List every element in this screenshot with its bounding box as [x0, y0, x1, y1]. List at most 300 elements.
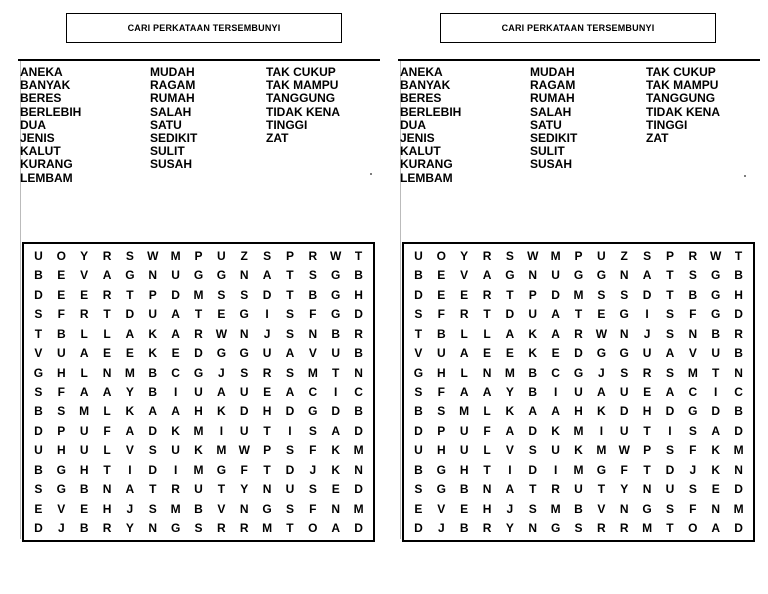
grid-cell[interactable]: T	[666, 268, 674, 283]
grid-cell[interactable]: S	[528, 501, 537, 516]
grid-cell[interactable]: S	[308, 423, 317, 438]
grid-cell[interactable]: F	[240, 462, 248, 477]
grid-cell[interactable]: N	[239, 501, 249, 516]
grid-cell[interactable]: D	[148, 462, 158, 477]
grid-cell[interactable]: B	[528, 365, 538, 380]
grid-cell[interactable]: R	[102, 248, 112, 263]
grid-cell[interactable]: B	[734, 268, 743, 283]
grid-cell[interactable]: H	[354, 287, 363, 302]
grid-cell[interactable]: N	[734, 365, 743, 380]
grid-cell[interactable]: W	[215, 326, 228, 341]
grid-cell[interactable]: B	[34, 268, 43, 283]
grid-cell[interactable]: N	[619, 326, 629, 341]
grid-cell[interactable]: A	[331, 521, 341, 536]
grid-cell[interactable]: D	[125, 307, 135, 322]
grid-cell[interactable]: M	[573, 423, 584, 438]
grid-cell[interactable]: I	[508, 462, 512, 477]
grid-cell[interactable]: I	[173, 384, 178, 399]
grid-cell[interactable]: D	[734, 307, 743, 322]
grid-cell[interactable]: K	[711, 443, 721, 458]
grid-cell[interactable]: A	[551, 326, 560, 341]
grid-cell[interactable]: V	[308, 346, 317, 361]
grid-cell[interactable]: G	[505, 268, 515, 283]
grid-cell[interactable]: T	[126, 287, 134, 302]
grid-cell[interactable]: V	[125, 443, 134, 458]
grid-cell[interactable]: W	[330, 248, 342, 263]
grid-cell[interactable]: F	[689, 307, 697, 322]
grid-cell[interactable]: F	[483, 423, 491, 438]
grid-cell[interactable]: D	[34, 521, 43, 536]
grid-cell[interactable]: S	[125, 248, 134, 263]
grid-cell[interactable]: S	[217, 287, 226, 302]
grid-cell[interactable]: S	[574, 521, 583, 536]
grid-cell[interactable]: L	[80, 326, 88, 341]
grid-cell[interactable]: U	[711, 346, 721, 361]
grid-cell[interactable]: D	[734, 423, 743, 438]
grid-cell[interactable]: I	[553, 462, 558, 477]
grid-cell[interactable]: A	[551, 404, 560, 419]
grid-cell[interactable]: U	[574, 384, 583, 399]
grid-cell[interactable]: R	[262, 365, 272, 380]
grid-cell[interactable]: G	[711, 268, 721, 283]
grid-cell[interactable]: F	[309, 501, 317, 516]
grid-cell[interactable]: U	[217, 248, 226, 263]
grid-cell[interactable]: I	[128, 462, 132, 477]
grid-cell[interactable]: A	[505, 423, 515, 438]
grid-cell[interactable]: U	[148, 307, 158, 322]
grid-cell[interactable]: D	[734, 482, 743, 497]
grid-cell[interactable]: U	[239, 384, 249, 399]
grid-cell[interactable]: H	[734, 287, 743, 302]
grid-cell[interactable]: S	[414, 307, 423, 322]
grid-cell[interactable]: H	[436, 365, 446, 380]
grid-cell[interactable]: R	[734, 326, 743, 341]
grid-cell[interactable]: S	[665, 501, 674, 516]
grid-cell[interactable]: I	[553, 384, 558, 399]
grid-cell[interactable]: W	[527, 248, 539, 263]
grid-cell[interactable]: V	[217, 501, 226, 516]
grid-cell[interactable]: R	[354, 326, 363, 341]
grid-cell[interactable]: B	[194, 501, 203, 516]
grid-cell[interactable]: G	[642, 501, 652, 516]
grid-cell[interactable]: K	[597, 404, 606, 419]
grid-cell[interactable]: D	[414, 287, 423, 302]
grid-cell[interactable]: V	[437, 501, 446, 516]
grid-cell[interactable]: N	[619, 268, 629, 283]
grid-cell[interactable]: S	[34, 307, 43, 322]
grid-cell[interactable]: K	[551, 423, 560, 438]
grid-cell[interactable]: H	[79, 462, 89, 477]
grid-cell[interactable]: D	[619, 404, 629, 419]
grid-cell[interactable]: N	[734, 462, 743, 477]
grid-cell[interactable]: A	[665, 346, 675, 361]
grid-cell[interactable]: G	[711, 287, 721, 302]
grid-cell[interactable]: V	[80, 268, 89, 283]
grid-cell[interactable]: G	[573, 365, 584, 380]
grid-cell[interactable]: S	[240, 365, 249, 380]
grid-cell[interactable]: I	[334, 384, 338, 399]
grid-cell[interactable]: N	[482, 365, 492, 380]
grid-cell[interactable]: N	[642, 482, 652, 497]
grid-cell[interactable]: R	[194, 326, 203, 341]
grid-cell[interactable]: P	[263, 443, 272, 458]
grid-cell[interactable]: E	[80, 287, 89, 302]
grid-cell[interactable]: E	[460, 501, 469, 516]
grid-cell[interactable]: V	[505, 443, 514, 458]
grid-cell[interactable]: V	[57, 501, 66, 516]
grid-cell[interactable]: O	[308, 521, 318, 536]
grid-cell[interactable]: T	[643, 462, 651, 477]
grid-cell[interactable]: A	[125, 326, 135, 341]
grid-cell[interactable]: Z	[240, 248, 248, 263]
grid-cell[interactable]: D	[711, 404, 721, 419]
grid-cell[interactable]: S	[57, 404, 66, 419]
grid-cell[interactable]: K	[148, 326, 158, 341]
grid-cell[interactable]: F	[437, 384, 445, 399]
grid-cell[interactable]: S	[148, 501, 157, 516]
grid-cell[interactable]: L	[483, 443, 491, 458]
grid-cell[interactable]: U	[285, 482, 295, 497]
grid-cell[interactable]: U	[239, 423, 249, 438]
grid-cell[interactable]: G	[711, 307, 721, 322]
grid-cell[interactable]: I	[714, 384, 718, 399]
grid-cell[interactable]: S	[665, 326, 674, 341]
grid-cell[interactable]: G	[688, 404, 698, 419]
grid-cell[interactable]: B	[148, 365, 158, 380]
grid-cell[interactable]: M	[216, 443, 227, 458]
grid-cell[interactable]: U	[34, 248, 43, 263]
grid-cell[interactable]: T	[149, 482, 157, 497]
grid-cell[interactable]: E	[460, 287, 469, 302]
grid-cell[interactable]: I	[173, 462, 178, 477]
grid-cell[interactable]: D	[354, 482, 363, 497]
grid-cell[interactable]: B	[414, 462, 423, 477]
grid-cell[interactable]: G	[596, 346, 607, 361]
grid-cell[interactable]: R	[79, 307, 89, 322]
grid-cell[interactable]: G	[170, 521, 181, 536]
grid-cell[interactable]: F	[689, 501, 697, 516]
grid-cell[interactable]: V	[34, 346, 43, 361]
grid-cell[interactable]: G	[262, 501, 272, 516]
grid-cell[interactable]: A	[262, 268, 272, 283]
grid-cell[interactable]: S	[308, 268, 317, 283]
grid-cell[interactable]: J	[506, 501, 514, 516]
grid-cell[interactable]: T	[529, 482, 537, 497]
grid-cell[interactable]: A	[102, 384, 112, 399]
grid-cell[interactable]: Y	[125, 521, 134, 536]
grid-cell[interactable]: R	[688, 248, 698, 263]
grid-cell[interactable]: D	[551, 287, 560, 302]
grid-cell[interactable]: S	[308, 482, 317, 497]
grid-cell[interactable]: S	[34, 482, 43, 497]
grid-cell[interactable]: Y	[80, 248, 89, 263]
grid-cell[interactable]: K	[194, 443, 203, 458]
grid-cell[interactable]: W	[238, 443, 250, 458]
grid-cell[interactable]: B	[459, 482, 469, 497]
grid-cell[interactable]: J	[126, 501, 134, 516]
grid-cell[interactable]: F	[437, 307, 445, 322]
grid-cell[interactable]: R	[217, 521, 226, 536]
grid-cell[interactable]: R	[642, 365, 652, 380]
grid-cell[interactable]: V	[414, 346, 423, 361]
grid-cell[interactable]: G	[596, 268, 607, 283]
grid-cell[interactable]: M	[687, 365, 698, 380]
grid-cell[interactable]: A	[171, 326, 180, 341]
grid-cell[interactable]: N	[239, 326, 249, 341]
grid-cell[interactable]: M	[642, 521, 653, 536]
grid-cell[interactable]: U	[171, 268, 180, 283]
grid-cell[interactable]: U	[551, 443, 560, 458]
grid-cell[interactable]: T	[103, 462, 111, 477]
grid-cell[interactable]: S	[414, 482, 423, 497]
grid-cell[interactable]: E	[597, 307, 606, 322]
grid-cell[interactable]: K	[711, 462, 721, 477]
grid-cell[interactable]: I	[668, 423, 672, 438]
grid-cell[interactable]: T	[483, 307, 491, 322]
grid-cell[interactable]: A	[102, 268, 112, 283]
grid-cell[interactable]: U	[171, 443, 180, 458]
grid-cell[interactable]: R	[102, 287, 112, 302]
grid-cell[interactable]: B	[354, 404, 363, 419]
grid-cell[interactable]: F	[103, 423, 111, 438]
grid-cell[interactable]: A	[331, 423, 341, 438]
grid-cell[interactable]: U	[642, 346, 652, 361]
grid-cell[interactable]: H	[262, 404, 272, 419]
grid-cell[interactable]: M	[79, 404, 90, 419]
grid-cell[interactable]: T	[217, 482, 226, 497]
grid-cell[interactable]: T	[666, 287, 674, 302]
grid-cell[interactable]: C	[171, 365, 180, 380]
grid-cell[interactable]: H	[56, 443, 66, 458]
grid-cell[interactable]: N	[262, 482, 272, 497]
grid-cell[interactable]: T	[194, 307, 203, 322]
grid-cell[interactable]: C	[688, 384, 698, 399]
grid-cell[interactable]: N	[354, 462, 363, 477]
grid-cell[interactable]: Y	[505, 521, 514, 536]
grid-cell[interactable]: S	[285, 443, 294, 458]
grid-cell[interactable]: V	[460, 268, 469, 283]
grid-cell[interactable]: B	[34, 462, 43, 477]
grid-cell[interactable]: T	[666, 521, 674, 536]
grid-cell[interactable]: M	[459, 404, 470, 419]
grid-cell[interactable]: A	[171, 404, 180, 419]
grid-cell[interactable]: J	[689, 462, 697, 477]
grid-cell[interactable]: E	[125, 346, 134, 361]
grid-cell[interactable]: E	[171, 346, 180, 361]
grid-cell[interactable]: T	[597, 482, 606, 497]
grid-cell[interactable]: R	[574, 326, 583, 341]
grid-cell[interactable]: A	[217, 384, 226, 399]
grid-cell[interactable]: T	[643, 423, 651, 438]
grid-cell[interactable]: S	[688, 268, 697, 283]
grid-cell[interactable]: A	[459, 346, 469, 361]
grid-cell[interactable]: A	[285, 346, 295, 361]
grid-cell[interactable]: U	[574, 482, 583, 497]
grid-cell[interactable]: M	[170, 501, 181, 516]
grid-cell[interactable]: N	[619, 501, 629, 516]
grid-cell[interactable]: D	[285, 462, 295, 477]
grid-cell[interactable]: F	[309, 307, 317, 322]
grid-cell[interactable]: I	[219, 423, 224, 438]
grid-cell[interactable]: T	[574, 307, 583, 322]
grid-cell[interactable]: P	[148, 287, 157, 302]
grid-cell[interactable]: G	[216, 268, 227, 283]
grid-cell[interactable]: K	[217, 404, 226, 419]
grid-cell[interactable]: C	[354, 384, 363, 399]
grid-cell[interactable]: L	[103, 326, 111, 341]
grid-cell[interactable]: B	[528, 384, 538, 399]
grid-cell[interactable]: W	[147, 248, 159, 263]
grid-cell[interactable]: G	[436, 482, 446, 497]
grid-cell[interactable]: S	[688, 423, 697, 438]
grid-cell[interactable]: U	[331, 346, 341, 361]
grid-cell[interactable]: G	[193, 365, 204, 380]
grid-cell[interactable]: U	[262, 346, 272, 361]
grid-cell[interactable]: S	[414, 384, 423, 399]
grid-cell[interactable]: S	[285, 307, 294, 322]
grid-cell[interactable]: K	[528, 346, 538, 361]
grid-cell[interactable]: Y	[240, 482, 249, 497]
grid-cell[interactable]: B	[331, 326, 341, 341]
grid-cell[interactable]: D	[194, 346, 203, 361]
grid-cell[interactable]: E	[437, 287, 446, 302]
grid-cell[interactable]: T	[286, 287, 294, 302]
grid-cell[interactable]: R	[482, 248, 492, 263]
grid-cell[interactable]: I	[288, 423, 292, 438]
grid-cell[interactable]: O	[56, 248, 66, 263]
grid-cell[interactable]: J	[309, 462, 317, 477]
grid-cell[interactable]: S	[285, 326, 294, 341]
grid-cell[interactable]: B	[414, 268, 423, 283]
grid-cell[interactable]: Y	[460, 248, 469, 263]
grid-cell[interactable]: U	[79, 423, 89, 438]
grid-cell[interactable]: S	[505, 248, 514, 263]
grid-cell[interactable]: H	[194, 404, 203, 419]
grid-cell[interactable]: U	[34, 443, 43, 458]
grid-cell[interactable]: A	[459, 384, 469, 399]
grid-cell[interactable]: S	[665, 365, 674, 380]
grid-cell[interactable]: Z	[620, 248, 628, 263]
grid-cell[interactable]: R	[597, 521, 606, 536]
grid-cell[interactable]: G	[216, 346, 227, 361]
grid-cell[interactable]: K	[505, 404, 515, 419]
grid-cell[interactable]: E	[263, 384, 272, 399]
grid-cell[interactable]: L	[80, 365, 88, 380]
grid-cell[interactable]: B	[734, 346, 743, 361]
grid-cell[interactable]: R	[482, 521, 492, 536]
grid-cell[interactable]: E	[103, 346, 112, 361]
grid-cell[interactable]: N	[308, 326, 318, 341]
grid-cell[interactable]: A	[285, 384, 295, 399]
grid-cell[interactable]: P	[285, 248, 294, 263]
grid-cell[interactable]: D	[665, 404, 675, 419]
grid-cell[interactable]: A	[505, 482, 515, 497]
grid-cell[interactable]: H	[102, 501, 112, 516]
grid-cell[interactable]: E	[483, 346, 492, 361]
grid-cell[interactable]: H	[56, 365, 66, 380]
grid-cell[interactable]: B	[711, 326, 721, 341]
grid-cell[interactable]: N	[102, 365, 112, 380]
grid-cell[interactable]: U	[79, 443, 89, 458]
grid-cell[interactable]: J	[218, 365, 225, 380]
grid-cell[interactable]: A	[125, 482, 135, 497]
grid-cell[interactable]: L	[460, 365, 468, 380]
grid-cell[interactable]: E	[80, 501, 89, 516]
grid-cell[interactable]: L	[483, 326, 491, 341]
grid-cell[interactable]: C	[551, 365, 560, 380]
grid-cell[interactable]: G	[596, 462, 607, 477]
grid-cell[interactable]: B	[459, 521, 469, 536]
grid-cell[interactable]: B	[79, 482, 89, 497]
grid-cell[interactable]: T	[483, 462, 491, 477]
grid-cell[interactable]: R	[308, 248, 318, 263]
grid-cell[interactable]: S	[643, 248, 652, 263]
grid-cell[interactable]: T	[734, 248, 743, 263]
grid-cell[interactable]: T	[286, 268, 294, 283]
grid-cell[interactable]: G	[331, 307, 341, 322]
grid-cell[interactable]: P	[57, 423, 66, 438]
grid-cell[interactable]: A	[79, 346, 89, 361]
grid-cell[interactable]: M	[193, 287, 204, 302]
grid-cell[interactable]: A	[528, 404, 538, 419]
grid-cell[interactable]: J	[643, 326, 651, 341]
grid-cell[interactable]: R	[171, 482, 180, 497]
grid-cell[interactable]: K	[574, 443, 583, 458]
grid-cell[interactable]: D	[285, 404, 295, 419]
grid-cell[interactable]: D	[414, 423, 423, 438]
grid-cell[interactable]: D	[665, 462, 675, 477]
grid-cell[interactable]: D	[171, 287, 180, 302]
grid-cell[interactable]: L	[103, 404, 111, 419]
grid-cell[interactable]: G	[239, 346, 249, 361]
grid-cell[interactable]: S	[528, 443, 537, 458]
grid-cell[interactable]: C	[734, 384, 743, 399]
grid-cell[interactable]: Y	[505, 384, 514, 399]
grid-cell[interactable]: S	[665, 307, 674, 322]
grid-cell[interactable]: B	[734, 404, 743, 419]
grid-cell[interactable]: G	[33, 365, 44, 380]
grid-cell[interactable]: D	[414, 521, 423, 536]
grid-cell[interactable]: G	[550, 521, 561, 536]
grid-cell[interactable]: T	[332, 365, 340, 380]
grid-cell[interactable]: O	[688, 521, 698, 536]
grid-cell[interactable]: T	[263, 423, 271, 438]
grid-cell[interactable]: E	[505, 346, 514, 361]
grid-cell[interactable]: M	[550, 248, 561, 263]
grid-cell[interactable]: J	[263, 326, 271, 341]
grid-cell[interactable]: N	[482, 482, 492, 497]
grid-cell[interactable]: N	[528, 521, 538, 536]
grid-cell[interactable]: A	[482, 268, 492, 283]
grid-cell[interactable]: B	[574, 501, 583, 516]
grid-cell[interactable]: M	[733, 501, 744, 516]
grid-cell[interactable]: D	[528, 423, 538, 438]
grid-cell[interactable]: S	[688, 482, 697, 497]
grid-cell[interactable]: T	[286, 521, 294, 536]
grid-cell[interactable]: B	[56, 326, 66, 341]
grid-cell[interactable]: R	[459, 307, 469, 322]
grid-cell[interactable]: T	[354, 248, 363, 263]
grid-cell[interactable]: F	[620, 462, 628, 477]
grid-cell[interactable]: E	[643, 384, 652, 399]
grid-cell[interactable]: D	[34, 423, 43, 438]
grid-cell[interactable]: A	[551, 307, 560, 322]
grid-cell[interactable]: K	[171, 423, 180, 438]
grid-cell[interactable]: J	[437, 521, 445, 536]
grid-cell[interactable]: F	[689, 443, 697, 458]
grid-cell[interactable]: M	[124, 365, 135, 380]
grid-cell[interactable]: D	[354, 423, 363, 438]
